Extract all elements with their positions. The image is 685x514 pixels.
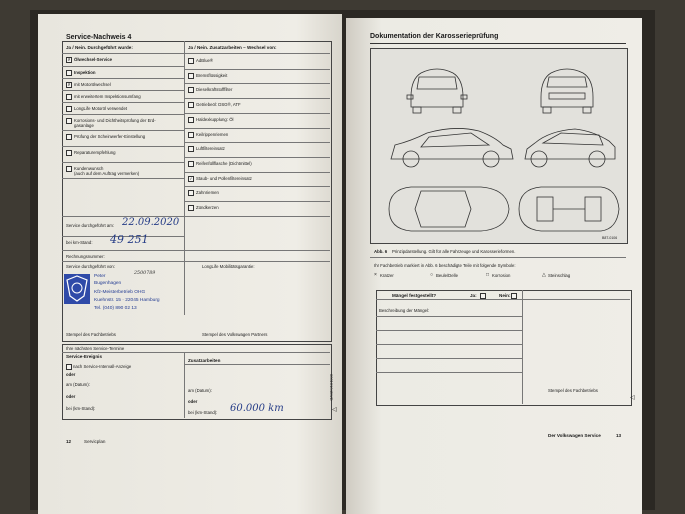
next-title: Ihre nächsten Service-Termine: [66, 346, 125, 351]
rule: [184, 157, 330, 158]
extra-item-label: Dieselkraftstofffilter: [196, 87, 233, 93]
defects-question: Mängel festgestellt?: [392, 293, 437, 298]
next-event-header: Service-Ereignis: [66, 354, 103, 359]
checkbox[interactable]: ✗: [67, 57, 71, 62]
performed-item-label: mit erweitertem Inspektionsumfang: [74, 94, 141, 99]
next-row: bei (km-Stand):: [188, 410, 218, 415]
extra-item-label: Bremsflüssigkeit: [196, 72, 228, 78]
rule: [376, 299, 630, 300]
rule: [62, 114, 184, 115]
checkbox[interactable]: [188, 87, 194, 93]
km-label: bei km-Stand:: [66, 240, 93, 245]
performed-item-label: gasanlage: [74, 123, 94, 128]
rule: [62, 162, 184, 163]
rule: [184, 172, 330, 173]
service-date-label: Service durchgeführt am:: [66, 223, 115, 228]
page-title: Service-Nachweis 4: [66, 34, 132, 41]
stamp-label-left: Stempel des Fachbetriebs: [66, 332, 116, 337]
checkbox[interactable]: [188, 205, 194, 211]
performed-item-label: Ölwechsel-Service: [74, 57, 112, 62]
performed-item-label: Inspektion: [74, 70, 96, 75]
arrow-marker-icon: ◁: [630, 395, 635, 401]
rule: [62, 261, 330, 262]
checkbox[interactable]: ✓: [189, 175, 193, 181]
col2-header: Ja / Nein. Zusatzarbeiten – Wechsel von:: [188, 45, 277, 50]
next-row: am (Datum):: [66, 382, 90, 387]
checkbox[interactable]: [188, 161, 194, 167]
damage-symbol-icon: ○: [430, 272, 434, 278]
next-row: bei (km-Stand):: [66, 406, 96, 411]
service-date-value: 22.09.2020: [122, 217, 180, 228]
figure-label: Abb. 6: [374, 249, 388, 254]
checkbox[interactable]: [66, 106, 72, 112]
rule: [62, 90, 184, 91]
rule: [376, 358, 522, 359]
rule: [376, 344, 522, 345]
rule: [184, 201, 330, 202]
checkbox[interactable]: [188, 146, 194, 152]
rule: [184, 128, 330, 129]
side-code: 000101045WD: [329, 374, 334, 401]
checkbox[interactable]: [66, 118, 72, 124]
page-number: 13: [616, 433, 622, 438]
rule: [62, 66, 184, 67]
next-row: oder: [66, 372, 76, 377]
rule: [62, 352, 330, 353]
damage-symbol-label: Beule/Delle: [436, 273, 458, 278]
damage-symbol-label: Steinschlag: [548, 273, 571, 278]
rule: [184, 113, 330, 114]
rule: [184, 364, 330, 365]
checkbox[interactable]: [66, 364, 72, 370]
figure-code: B8T-0106: [602, 236, 618, 240]
rule: [376, 330, 522, 331]
right-page: [346, 18, 642, 514]
column-divider: [184, 352, 185, 418]
rule: [376, 372, 522, 373]
next-row: oder: [66, 394, 76, 399]
next-row: nach Service-Intervall-Anzeige: [73, 364, 132, 369]
rule: [62, 250, 330, 251]
extra-item-label: Zündkerzen: [196, 205, 219, 210]
car-outline-diagram: [371, 49, 627, 243]
checkbox[interactable]: [66, 134, 72, 140]
page-number: 12: [66, 439, 72, 444]
extra-item-label: Getriebeöl: DSG®, ATF: [196, 102, 241, 108]
rule: [62, 178, 184, 179]
extra-item-label: Staub- und Pollenfiltereinsatz: [196, 175, 252, 181]
service-by-label: Service durchgeführt von:: [66, 264, 115, 269]
performed-item-label: (auch auf dem Auftrag vermerken): [74, 171, 140, 176]
damage-symbol-icon: △: [542, 272, 546, 278]
rule: [62, 102, 184, 103]
rule: [370, 257, 626, 258]
workshop-stamp: [64, 271, 184, 320]
rule: [184, 142, 330, 143]
extra-item-label: Haldexkupplung: Öl: [196, 116, 234, 122]
column-divider: [184, 41, 185, 315]
checkbox[interactable]: [188, 190, 194, 196]
km-value: 49 251: [110, 233, 149, 246]
left-page: [38, 14, 342, 514]
stamp-line: Kfz-Meisterbetrieb OHG: [94, 290, 146, 295]
page-label: Servicplan: [84, 439, 106, 444]
checkbox[interactable]: [188, 117, 194, 123]
description-label: Beschreibung der Mängel:: [379, 308, 430, 313]
stamp-label-right: Stempel des Volkswagen Partners: [202, 332, 268, 337]
next-extra-header: Zusatzarbeiten: [188, 358, 221, 363]
col1-header: Ja / Nein. Durchgeführt wurde:: [66, 45, 133, 50]
checkbox[interactable]: ✗: [67, 82, 71, 87]
invoice-label: Rechnungsnummer:: [66, 254, 105, 259]
longlife-label: LongLife Mobilitätsgarantie:: [202, 264, 255, 269]
stamp-logo: [64, 274, 90, 304]
damage-symbol-label: Korrosion: [492, 273, 511, 278]
footer-brand: Der Volkswagen Service: [548, 433, 601, 438]
rule: [376, 316, 522, 317]
figure-caption: Prinzipdarstellung. Gilt für alle Fahrzeuge und Karosserieformen.: [392, 249, 516, 254]
stamp-line: Peter: [94, 274, 106, 279]
no-label: Nein:: [499, 293, 511, 298]
extra-item-label: Keilrippenriemen: [196, 131, 229, 137]
performed-item-label: mit Motorölwechsel: [74, 82, 111, 87]
rule: [62, 78, 184, 79]
yes-checkbox[interactable]: [480, 293, 486, 299]
next-row: am (Datum):: [188, 388, 212, 393]
performed-item-label: LongLife Motoröl verwendet: [74, 106, 128, 111]
stamp-line: Kuehnstr. 15 · 22045 Hamburg: [94, 298, 160, 303]
instructions: Ihr Fachbetrieb markiert in Abb. 6 beschädigte Teile mit folgende Symbole:: [374, 263, 516, 268]
damage-symbol-icon: □: [486, 272, 490, 278]
rule: [184, 186, 330, 187]
extra-item-label: Zahnriemen: [196, 190, 219, 196]
rule: [62, 130, 184, 131]
checkbox[interactable]: [188, 73, 194, 79]
checkbox[interactable]: [188, 58, 194, 64]
rule: [62, 146, 184, 147]
extra-item-label: Luftfiltereinsatz: [196, 146, 225, 152]
performed-item-label: Prüfung der Scheinwerfer-Einstellung: [74, 134, 146, 139]
damage-symbol-label: Kratzer: [380, 273, 394, 278]
performed-item-label: Kundenwunsch: [74, 166, 104, 171]
rule: [62, 216, 330, 217]
stamp-handwriting: 2500789: [134, 271, 156, 276]
checkbox[interactable]: [66, 150, 72, 156]
stamp-label: Stempel des Fachbetriebs: [548, 388, 598, 393]
title-rule: [370, 43, 626, 44]
next-appointments-table: [62, 344, 332, 420]
stamp-line: Tel. (040) 890 02 13: [94, 306, 137, 311]
yes-label: Ja:: [470, 293, 477, 298]
no-checkbox[interactable]: [511, 293, 517, 299]
arrow-marker-icon: ◁: [332, 407, 337, 413]
checkbox[interactable]: [66, 70, 72, 76]
extra-item-label: Reifenfüllflasche (Dichtmittel): [196, 160, 252, 166]
next-row: oder: [188, 399, 198, 404]
next-km-value: 60.000 km: [230, 403, 284, 414]
rule: [184, 69, 330, 70]
header-rule: [62, 53, 330, 54]
checkbox[interactable]: [66, 94, 72, 100]
checkbox[interactable]: [188, 132, 194, 138]
performed-item-label: Korrosions- und Dichtheitsprüfung der Erd-: [74, 118, 156, 123]
stamp-line: Bugenhagen: [94, 281, 122, 286]
extra-item-label: AdBlue®: [196, 58, 214, 63]
checkbox[interactable]: [188, 102, 194, 108]
vehicle-diagram: [370, 48, 628, 244]
performed-item-label: Reparaturempfehlung: [74, 150, 116, 155]
damage-symbol-icon: ×: [374, 272, 377, 278]
rule: [184, 98, 330, 99]
rule: [184, 83, 330, 84]
page-title: Dokumentation der Karosserieprüfung: [370, 33, 499, 40]
checkbox[interactable]: [66, 166, 72, 172]
column-divider: [522, 290, 523, 404]
